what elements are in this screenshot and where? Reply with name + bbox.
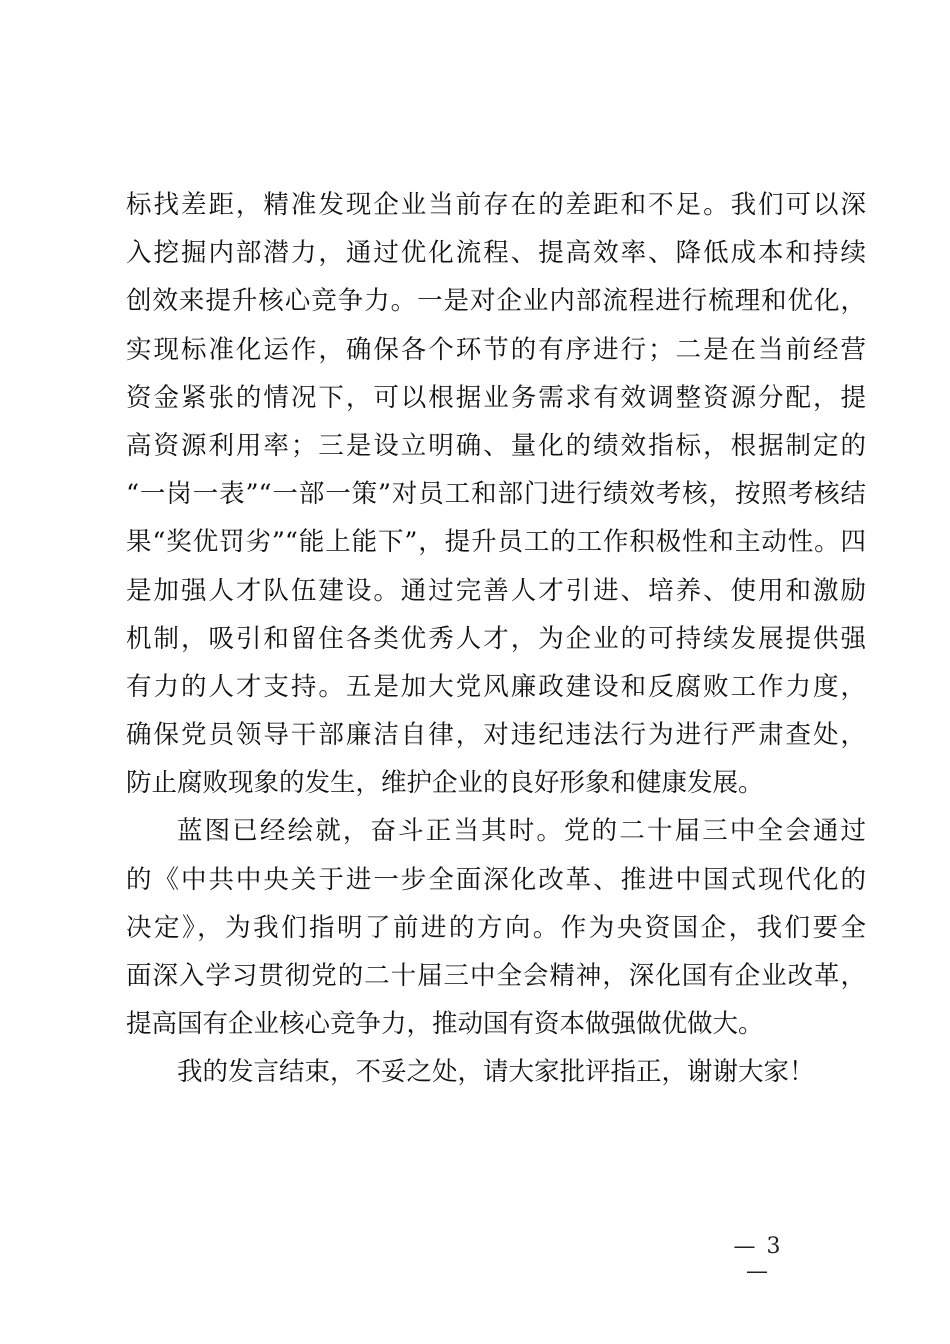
text-line: “一岗一表”“一部一策”对员工和部门进行绩效考核，按照考核结 [126,479,866,510]
text-line: 蓝图已经绘就，奋斗正当其时。党的二十届三中全会通过 [177,816,866,847]
text-line: 标找差距，精准发现企业当前存在的差距和不足。我们可以深 [126,190,866,220]
text-line: 是加强人才队伍建设。通过完善人才引进、培养、使用和激励 [126,575,866,606]
document-body [126,181,866,1097]
text-line: 的《中共中央关于进一步全面深化改革、推进中国式现代化的 [126,864,866,895]
paragraph [126,1048,866,1096]
text-line: 创效来提升核心竞争力。一是对企业内部流程进行梳理和优化， [126,286,866,317]
text-line: 确保党员领导干部廉洁自律，对违纪违法行为进行严肃查处， [126,720,866,751]
text-line: 实现标准化运作，确保各个环节的有序进行；二是在当前经营 [126,334,866,365]
text-line: 机制，吸引和留住各类优秀人才，为企业的可持续发展提供强 [126,623,866,654]
text-line: 提高国有企业核心竞争力，推动国有资本做强做优做大。 [126,1009,764,1040]
text-line: 果“奖优罚劣”“能上能下”，提升员工的工作积极性和主动性。四 [126,527,866,558]
text-line: 高资源利用率；三是设立明确、量化的绩效指标，根据制定的 [126,430,866,461]
paragraph [126,181,866,807]
text-line: 我的发言结束，不妥之处，请大家批评指正，谢谢大家！ [177,1057,815,1088]
paragraph [126,807,866,1048]
text-line: 资金紧张的情况下，可以根据业务需求有效调整资源分配，提 [126,382,866,413]
text-line: 有力的人才支持。五是加大党风廉政建设和反腐败工作力度， [126,671,866,702]
text-line: 入挖掘内部潜力，通过优化流程、提高效率、降低成本和持续 [126,238,866,269]
text-line: 面深入学习贯彻党的二十届三中全会精神，深化国有企业改革， [126,961,866,991]
text-line: 决定》，为我们指明了前进的方向。作为央资国企，我们要全 [126,912,866,943]
text-line: 防止腐败现象的发生，维护企业的良好形象和健康发展。 [126,768,764,799]
page-number: — 3 — [733,1234,783,1284]
